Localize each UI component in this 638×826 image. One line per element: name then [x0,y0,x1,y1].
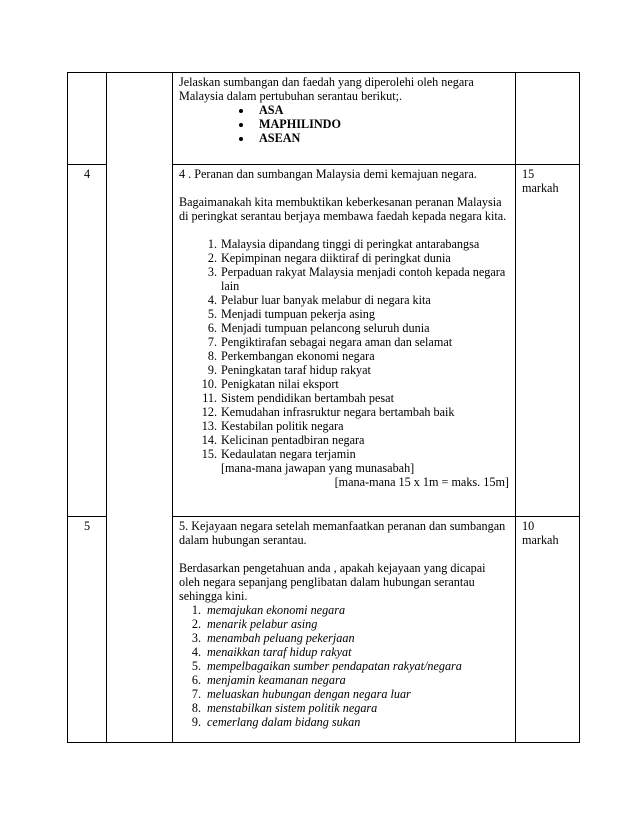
blank-cell [107,73,173,743]
item-text: menaikkan taraf hidup rakyat [207,645,352,659]
item-number: 9. [191,715,201,729]
item-text: Perpaduan rakyat Malaysia menjadi contoh kepada negara lain [221,265,506,293]
item-text: Kelicinan pentadbiran negara [221,433,365,447]
item-number: 12. [201,405,217,419]
list-item [199,377,509,391]
scheme-note: [mana-mana jawapan yang munasabah] [221,461,415,475]
item-number: 5. [207,307,217,321]
answer-list [179,237,509,461]
item-text: Malaysia dipandang tinggi di peringkat antarabangsa [221,237,480,251]
list-item [185,645,509,659]
item-text: Menjadi tumpuan pekerja asing [221,307,375,321]
item-number: 6. [207,321,217,335]
item-text: Pengiktirafan sebagai negara aman dan selamat [221,335,453,349]
item-number: 10. [201,377,217,391]
list-item [199,363,509,377]
item-text: Menjadi tumpuan pelancong seluruh dunia [221,321,430,335]
item-number: 1. [207,237,217,251]
item-text: cemerlang dalam bidang sukan [207,715,361,729]
item-text: menjamin keamanan negara [207,673,346,687]
number-cell [68,73,107,165]
item-number: 7. [191,687,201,701]
list-item [199,433,509,447]
item-number: 3. [191,631,201,645]
list-item [199,391,509,405]
list-item [199,447,509,461]
item-number: 11. [202,391,217,405]
item-number: 3. [207,265,217,279]
item-number: 4. [207,293,217,307]
content-cell [173,73,516,165]
list-item [199,419,509,433]
item-number: 1. [191,603,201,617]
item-text: Perkembangan ekonomi negara [221,349,375,363]
item-number: 7. [207,335,217,349]
organisation-list [179,103,509,145]
marks-cell [516,73,580,165]
list-item [185,631,509,645]
item-text: menarik pelabur asing [207,617,318,631]
list-item [199,349,509,363]
list-item [199,293,509,307]
question-text: Bagaimanakah kita membuktikan keberkesanan peranan Malaysia di peringkat serantau berjaya membawa faedah kepada negara kita. [179,195,507,223]
scheme-note: [mana-mana 15 x 1m = maks. 15m] [334,475,509,489]
marks-value: 10 markah [516,517,580,743]
item-text: mempelbagaikan sumber pendapatan rakyat/negara [207,659,462,673]
item-text: Kepimpinan negara diiktiraf di peringkat dunia [221,251,451,265]
question-number: 4 [68,165,107,517]
list-item: • MAPHILINDO [253,117,509,131]
item-text: Pelabur luar banyak melabur di negara kita [221,293,431,307]
list-item: • ASEAN [253,131,509,145]
item-number: 14. [201,433,217,447]
list-item [185,659,509,673]
list-item [199,405,509,419]
content-cell [173,517,516,743]
list-item [199,237,509,251]
list-item [199,321,509,335]
answer-list [179,603,509,729]
question-number: 5 [68,517,107,743]
item-number: 13. [201,419,217,433]
item-text: Peningkatan taraf hidup rakyat [221,363,371,377]
item-number: 5. [191,659,201,673]
list-item [199,265,509,293]
item-text: Penigkatan nilai eksport [221,377,339,391]
item-text: menambah peluang pekerjaan [207,631,355,645]
question-heading: 5. Kejayaan negara setelah memanfaatkan peranan dan sumbangan dalam hubungan serantau. [179,519,506,547]
list-item [185,715,509,729]
item-number: 2. [207,251,217,265]
item-text: Kemudahan infrasruktur negara bertambah baik [221,405,455,419]
intro-text: Jelaskan sumbangan dan faedah yang diperolehi oleh negara Malaysia dalam pertubuhan serantau berikut;. [179,75,474,103]
list-item [185,617,509,631]
item-text: Sistem pendidikan bertambah pesat [221,391,394,405]
list-item [185,687,509,701]
item-number: 15. [201,447,217,461]
item-number: 2. [191,617,201,631]
marks-value: 15 markah [516,165,580,517]
question-text: Berdasarkan pengetahuan anda , apakah kejayaan yang dicapai oleh negara sepanjang penglibatan dalam hubungan serantau sehingga kini. [179,561,486,603]
answer-scheme-table [67,72,580,743]
item-text: Kestabilan politik negara [221,419,344,433]
list-item: • ASA [253,103,509,117]
item-number: 9. [207,363,217,377]
list-item [199,307,509,321]
item-text: Kedaulatan negara terjamin [221,447,356,461]
list-item [185,673,509,687]
item-text: memajukan ekonomi negara [207,603,346,617]
list-item [199,251,509,265]
item-number: 4. [191,645,201,659]
item-number: 6. [191,673,201,687]
list-item [199,335,509,349]
item-text: menstabilkan sistem politik negara [207,701,378,715]
content-cell [173,165,516,517]
item-number: 8. [207,349,217,363]
item-number: 8. [191,701,201,715]
table-row [68,73,580,165]
list-item [185,701,509,715]
list-item [185,603,509,617]
question-heading: 4 . Peranan dan sumbangan Malaysia demi kemajuan negara. [179,167,477,181]
item-text: meluaskan hubungan dengan negara luar [207,687,411,701]
